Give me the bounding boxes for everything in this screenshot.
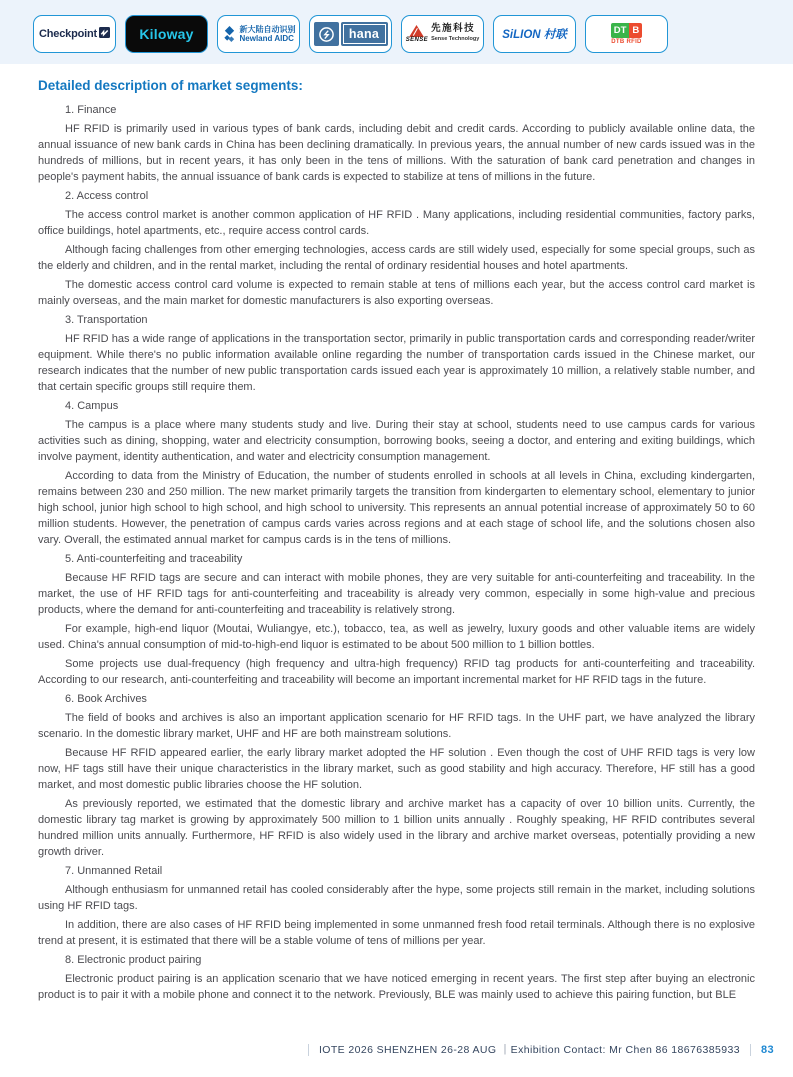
logo-checkpoint — [33, 15, 116, 53]
paragraph: According to data from the Ministry of Education, the number of students enrolled in schools at all levels in China, excluding kindergarten, remains between 230 and 250 million. The new market primarily targets the transition from kindergarten to elementary school, elementary to junior high school, junior high school to high school, and high school to university. This represents an annual potential increase of approximately 50 to 60 million students. However, the penetration of campus cards varies across regions and at each stage of school life, and the solutions chosen also vary. Overall, the estimated annual market for campus cards is in the tens of millions. — [38, 470, 755, 546]
paragraph: For example, high-end liquor (Moutai, Wuliangye, etc.), tobacco, tea, as well as jewelry, luxury goods and other valuable items are widely used. China's annual consumption of mid-to-high-end liquor is estimated to be about 500 million to 1 billion bottles. — [38, 623, 755, 651]
sense-text-column — [431, 24, 479, 44]
logo-hana — [309, 15, 392, 53]
section-title-finance: 1. Finance — [65, 104, 117, 116]
paragraph: Some projects use dual-frequency (high frequency and ultra-high frequency) RFID tag products for anti-counterfeiting and traceability. According to our research, anti-counterfeiting and traceability will become an important incremental market for HF RFID tags in the future. — [38, 658, 755, 686]
hana-wordmark-box — [341, 22, 388, 46]
paragraph: The campus is a place where many students study and live. During their stay at school, students need to use campus cards for various activities such as dining, shopping, water and electricity consumption, borrowing books, seeing a doctor, and entering and exiting buildings, which involve payment, identity authentication, and water and electricity consumption management. — [38, 419, 755, 463]
paragraph: The domestic access control card volume is expected to remain stable at tens of millions each year, but the access control card market is mainly overseas, and the main market for domestic manufacturers is also exporting overseas. — [38, 279, 755, 307]
page-footer — [308, 1042, 774, 1057]
logo-dtb-rfid — [585, 15, 668, 53]
sponsor-logo-band — [0, 0, 793, 64]
checkpoint-wordmark: Checkpoint — [39, 28, 97, 40]
section-title-campus: 4. Campus — [65, 400, 119, 412]
logo-newland-aidc — [217, 15, 300, 53]
paragraph: Because HF RFID tags are secure and can interact with mobile phones, they are very suitable for anti-counterfeiting and traceability. In the market, the use of HF RFID tags for anti-counterfeiting and traceability is already very common, especially in some high-value and precious products, where the demand for anti-counterfeiting and traceability is relatively strong. — [38, 572, 755, 616]
paragraph: Electronic product pairing is an application scenario that we have noticed emerging in recent years. The first step after buying an electronic product is to pair it with a mobile phone and connect it to the network. Previously, BLE was mainly used to achieve this pairing function, but BLE — [38, 973, 755, 1001]
dtb-green-segment: DT — [611, 23, 630, 38]
footer-divider — [750, 1044, 751, 1056]
sense-cn-label: 先施科技 — [431, 23, 476, 34]
section-title-electronic-pairing: 8. Electronic product pairing — [65, 954, 202, 966]
logo-silion — [493, 15, 576, 53]
section-title-book-archives: 6. Book Archives — [65, 693, 147, 705]
sense-triangle-block — [406, 25, 428, 44]
section-title-transportation: 3. Transportation — [65, 314, 148, 326]
dtb-caption: DTB RFID — [611, 39, 642, 45]
kiloway-wordmark: Kiloway — [139, 26, 194, 42]
section-title-unmanned-retail: 7. Unmanned Retail — [65, 865, 163, 877]
paragraph: The field of books and archives is also an important application scenario for HF RFID tags. In the UHF part, we have analyzed the library scenario. In the domestic library market, UHF and HF are both mainstream solutions. — [38, 712, 755, 740]
footer-info: IOTE 2026 SHENZHEN 26-28 AUG ｜Exhibition Contact: Mr Chen 86 18676385933 — [318, 1044, 740, 1056]
newland-cn-label: 新大陆自动识别 — [239, 25, 296, 34]
checkpoint-check-icon — [99, 27, 110, 38]
page-title: Detailed description of market segments: — [38, 78, 303, 93]
paragraph: Although facing challenges from other emerging technologies, access cards are still widely used, especially for some special groups, such as the elderly and children, and in the rental market, including the rental of ordinary residential houses and hotel apartments. — [38, 244, 755, 272]
silion-wordmark: SiLION 村联 — [502, 29, 567, 41]
section-title-access-control: 2. Access control — [65, 190, 149, 202]
hana-wordmark: hana — [348, 27, 380, 41]
paragraph: Although enthusiasm for unmanned retail has cooled considerably after the hype, some projects still remain in the market, including solutions using HF RFID tags. — [38, 884, 755, 912]
paragraph: In addition, there are also cases of HF RFID being implemented in some unmanned fresh food retail terminals. Although there is no explosive trend at present, it is estimated that there will be a stable volume of tens of millions per year. — [38, 919, 755, 947]
dtb-monogram — [611, 23, 643, 38]
logo-kiloway — [125, 15, 208, 53]
logo-sense-technology — [401, 15, 484, 53]
paragraph: HF RFID is primarily used in various types of bank cards, including debit and credit cards. According to publicly available online data, the annual issuance of new bank cards in China has been declining dramatically. In previous years, the annual number of new cards issued was in the hundreds of millions, but in recent years, it has only been in the tens of millions. With the saturation of bank card penetration and changes in people's payment habits, the annual issuance of bank cards is expected to stabilize at tens of millions in the future. — [38, 123, 755, 183]
paragraph: The access control market is another common application of HF RFID . Many applications, including residential communities, factory parks, office buildings, hotel apartments, etc., require access control cards. — [38, 209, 755, 237]
sense-en-label: Sense Technology — [431, 36, 480, 42]
section-title-anti-counterfeiting: 5. Anti-counterfeiting and traceability — [65, 553, 243, 565]
page-number: 83 — [760, 1043, 774, 1056]
document-body — [38, 77, 755, 1003]
sense-brand-label: SENSE — [405, 36, 429, 43]
newland-text-column — [240, 25, 296, 43]
newland-diamond-icon — [222, 26, 237, 42]
paragraph: As previously reported, we estimated that the domestic library and archive market has a capacity of over 10 billion units. Currently, the domestic library tag market is growing by approximately 500 million to 1 billion units annually . Roughly speaking, HF RFID contributes several hundred million units annually. Furthermore, HF RFID is also widely used in the library and archive market overseas, potentially providing a new growth driver. — [38, 798, 755, 858]
footer-divider — [308, 1044, 309, 1056]
hana-monogram-icon — [314, 22, 339, 46]
sense-triangle-icon — [409, 25, 424, 37]
dtb-red-segment: B — [629, 23, 642, 38]
paragraph: HF RFID has a wide range of applications in the transportation sector, primarily in public transportation cards and corresponding reader/writer equipment. While there's no public information available online regarding the number of transportation cards issued in the Chinese market, our research indicates that the number of new public transportation cards issued each year is approximately 10 million, a relatively stable number, and that certain specific groups still require them. — [38, 333, 755, 393]
paragraph: Because HF RFID appeared earlier, the early library market adopted the HF solution . Even though the cost of UHF RFID tags is very low now, HF tags still have their unique characteristics in the library market, such as good stability and high accuracy. Therefore, HF still has a good market, and most domestic public libraries choose the HF solution. — [38, 747, 755, 791]
newland-en-label: Newland AIDC — [239, 34, 294, 43]
